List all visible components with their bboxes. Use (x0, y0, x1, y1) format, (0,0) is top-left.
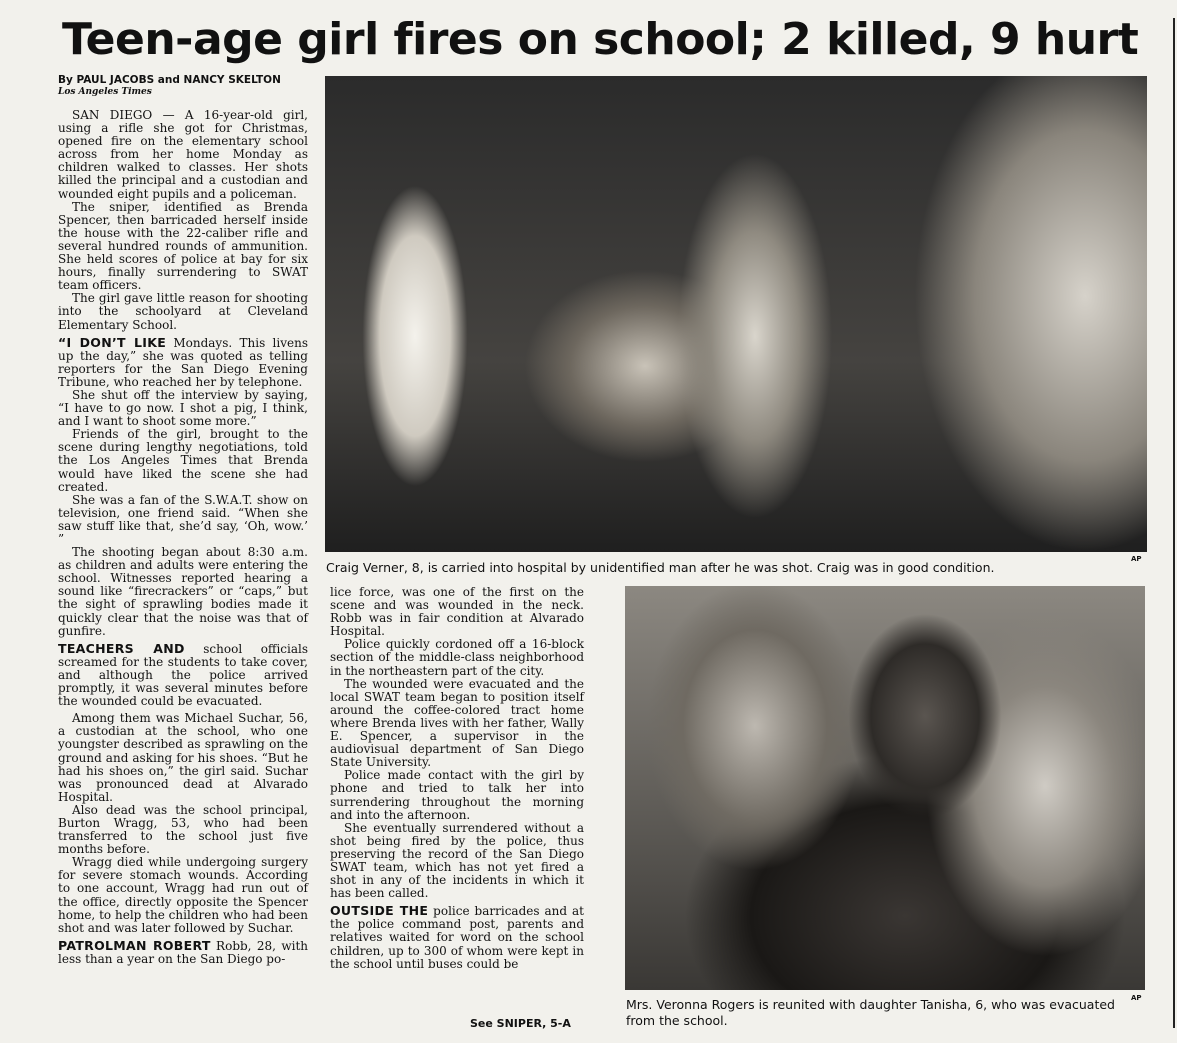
paragraph-text: Police made contact with the girl by phone and tried to talk her into surrendering throughout the morning and into the afternoon. (330, 768, 584, 822)
paragraph-text: lice force, was one of the first on the scene and was wounded in the neck. Robb was in fair condition at Alvarado Hospital. (330, 585, 584, 639)
article-paragraph (58, 712, 308, 804)
article-paragraph (58, 856, 308, 935)
article-paragraph (330, 678, 584, 770)
article-paragraph (58, 546, 308, 638)
paragraph-lead-in: “I DON’T LIKE (58, 334, 167, 350)
article-column-1 (58, 109, 308, 966)
paragraph-text: The girl gave little reason for shooting into the schoolyard at Cleveland Elementary School. (58, 291, 308, 332)
paragraph-text: She shut off the interview by saying, “I have to go now. I shot a pig, I think, and I want to shoot some more.” (58, 387, 308, 429)
paragraph-text: The shooting began about 8:30 a.m. as children and adults were entering the school. Witnesses reported hearing a sound like “firecrackers” or “caps,” but the sight of sprawling bodies made it quickly clear that the noise was that of gunfire. (58, 545, 308, 638)
article-paragraph (58, 109, 308, 201)
photo-reunion (625, 586, 1145, 990)
paragraph-text: Friends of the girl, brought to the scene during lengthy negotiations, told the Los Angeles Times that Brenda would have liked the scene she had created. (58, 427, 308, 494)
paragraph-text: She eventually surrendered without a shot being fired by the police, thus preserving the record of the San Diego SWAT team, which has not yet fired a shot in any of the incidents in which it has been called. (330, 820, 584, 901)
paragraph-text: Among them was Michael Suchar, 56, a custodian at the school, who one youngster described as sprawling on the ground and asking for his shoes. “But he had his shoes on,” the girl said. Suchar was pronounced dead at Alvarado Hospital. (58, 711, 308, 804)
paragraph-text: The sniper, identified as Brenda Spencer, then barricaded herself inside the house with the 22-caliber rifle and several hundred rounds of ammunition. She held scores of police at bay for six hours, finally surrendering to SWAT team officers. (58, 199, 308, 293)
column-rule (1173, 18, 1175, 1028)
paragraph-text: She was a fan of the S.W.A.T. show on television, one friend said. “When she saw stuff like that, she’d say, ‘Oh, wow.’ ” (58, 492, 308, 546)
article-paragraph (58, 939, 308, 966)
paragraph-text: Police quickly cordoned off a 16-block section of the middle-class neighborhood in the northeastern part of the city. (330, 637, 584, 678)
article-paragraph (58, 804, 308, 856)
paragraph-lead-in: TEACHERS AND (58, 640, 185, 656)
paragraph-lead-in: OUTSIDE THE (330, 903, 429, 919)
photo-credit-1: AP (1131, 555, 1142, 563)
byline-source: Los Angeles Times (58, 87, 152, 97)
paragraph-text: school officials screamed for the students to take cover, and although the police arrived promptly, it was several minutes before the wounded could be evacuated. (58, 641, 308, 709)
paragraph-text: Also dead was the school principal, Burton Wragg, 53, who had been transferred to the school just five months before. (58, 802, 308, 857)
article-paragraph (58, 642, 308, 708)
paragraph-text: Wragg died while undergoing surgery for severe stomach wounds. According to one account, Wragg had run out of the office, directly opposite the Spencer home, to help the children who had been shot and was later followed by Suchar. (58, 855, 308, 935)
paragraph-text: Robb, 28, with less than a year on the San Diego po- (58, 938, 308, 966)
article-paragraph (330, 904, 584, 970)
article-paragraph (58, 428, 308, 493)
paragraph-text: Mondays. This livens up the day,” she was quoted as telling reporters for the San Diego Evening Tribune, who reached her by telephone. (58, 335, 308, 389)
paragraph-text: police barricades and at the police command post, parents and relatives waited for word on the school children, up to 300 of whom were kept in the school until buses could be (330, 904, 584, 971)
article-paragraph (58, 336, 308, 389)
article-paragraph (58, 494, 308, 546)
headline: Teen-age girl fires on school; 2 killed, 9 hurt (62, 14, 1139, 65)
paragraph-text: The wounded were evacuated and the local SWAT team began to position itself around the coffee-colored tract home where Brenda lives with her father, Wally E. Spencer, a supervisor in the audiovisual department of San Diego State University. (330, 676, 584, 770)
paragraph-lead-in: PATROLMAN ROBERT (58, 937, 211, 953)
article-paragraph (58, 292, 308, 331)
article-paragraph (58, 389, 308, 428)
article-paragraph (330, 822, 584, 901)
article-paragraph (330, 586, 584, 638)
jump-line: See SNIPER, 5-A (470, 1017, 571, 1030)
article-paragraph (330, 769, 584, 821)
byline: By PAUL JACOBS and NANCY SKELTON (58, 74, 281, 86)
photo-caption-1: Craig Verner, 8, is carried into hospital by unidentified man after he was shot. Craig was in good condition. (326, 560, 995, 575)
photo-hospital (325, 76, 1147, 552)
article-paragraph (330, 638, 584, 677)
paragraph-text: SAN DIEGO — A 16-year-old girl, using a rifle she got for Christmas, opened fire on the elementary school across from her home Monday as children walked to classes. Her shots killed the principal and a custodian and wounded eight pupils and a policeman. (58, 108, 308, 201)
photo-caption-2: Mrs. Veronna Rogers is reunited with daughter Tanisha, 6, who was evacuated from the school. (626, 997, 1115, 1028)
article-column-2 (330, 586, 584, 971)
article-paragraph (58, 201, 308, 293)
photo-credit-2: AP (1131, 994, 1142, 1002)
